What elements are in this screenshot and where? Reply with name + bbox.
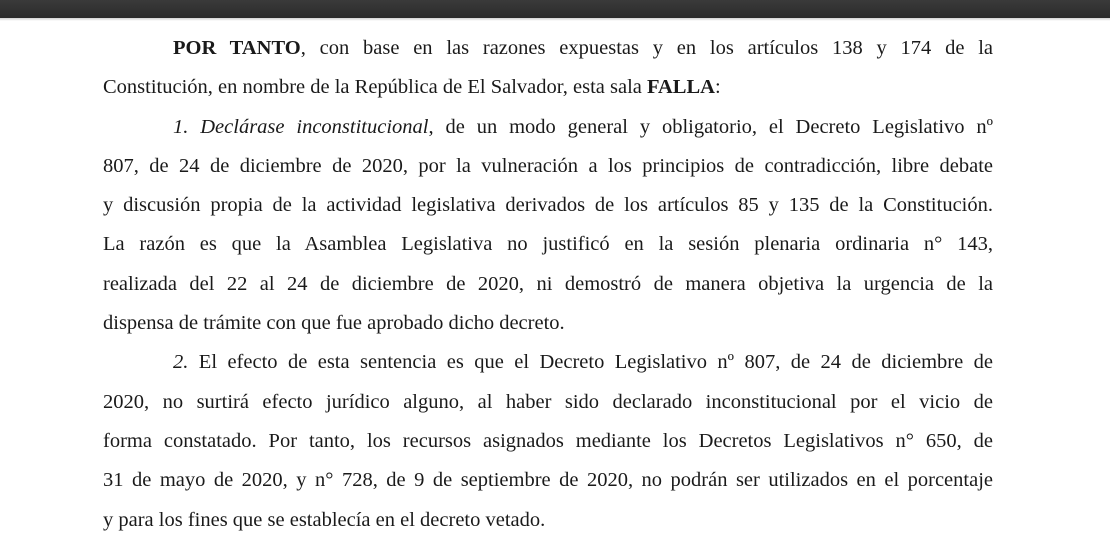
paragraph-line: 2. El efecto de esta sentencia es que el Decreto Legislativo nº 807, de 24 de diciembre de [173,351,993,374]
paragraph-line: 31 de mayo de 2020, y n° 728, de 9 de septiembre de 2020, no podrán ser utilizados en el porcentaje [103,469,993,492]
item-number: 1. [173,115,201,138]
document-page [103,29,993,540]
paragraph-line: 807, de 24 de diciembre de 2020, por la vulneración a los principios de contradicción, libre debate [103,154,993,177]
paragraph-resolution-2 [103,343,993,539]
item-number: 2. [173,351,189,374]
top-bar-shadow [0,18,1110,21]
paragraph-line: y para los fines que se establecía en el decreto vetado. [103,508,546,531]
paragraph-line: 1. Declárase inconstitucional, de un modo general y obligatorio, el Decreto Legislativo nº [173,115,994,138]
paragraph-line: dispensa de trámite con que fue aprobado dicho decreto. [103,312,565,335]
paragraph-resolution-1 [103,108,993,344]
viewer-top-bar [0,0,1110,18]
paragraph-line: realizada del 22 al 24 de diciembre de 2020, ni demostró de manera objetiva la urgencia de la [103,272,993,295]
paragraph-line: POR TANTO, con base en las razones expuestas y en los artículos 138 y 174 de la [173,37,993,59]
paragraph-line: La razón es que la Asamblea Legislativa no justificó en la sesión plenaria ordinaria n° 143, [103,233,993,256]
bold-lead: POR TANTO [173,37,301,59]
paragraph-por-tanto [103,29,993,108]
paragraph-line: Constitución, en nombre de la República de El Salvador, esta sala FALLA: [103,76,721,99]
paragraph-line: forma constatado. Por tanto, los recursos asignados mediante los Decretos Legislativos n° 650, de [103,429,993,452]
bold-falla: FALLA [647,76,715,99]
italic-phrase: Declárase inconstitucional [200,115,429,138]
paragraph-line: 2020, no surtirá efecto jurídico alguno, al haber sido declarado inconstitucional por el vicio de [103,390,993,413]
paragraph-line: y discusión propia de la actividad legislativa derivados de los artículos 85 y 135 de la Constitución. [103,194,993,217]
